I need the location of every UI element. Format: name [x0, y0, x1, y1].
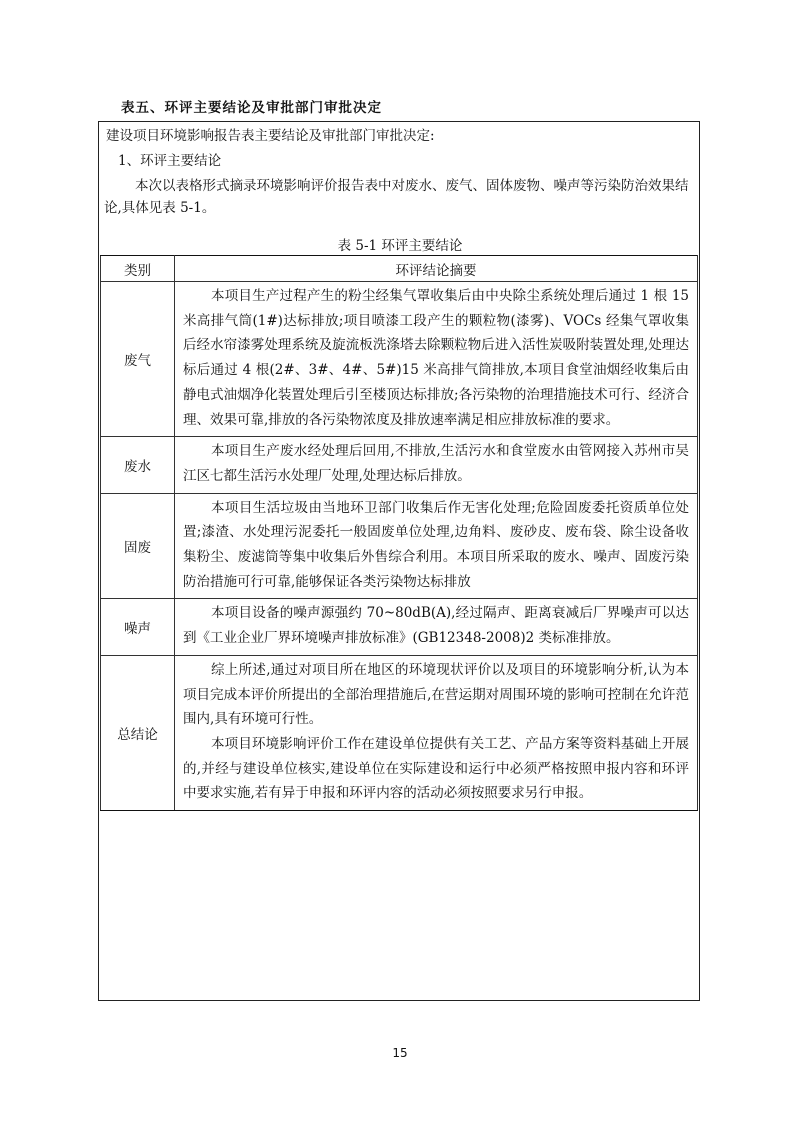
summary-cell: [175, 282, 698, 437]
summary-paragraph: 本项目设备的噪声源强约 70~80dB(A),经过隔声、距离衰减后厂界噪声可以达到《工业企业厂界环境噪声排放标准》(GB12348-2008)2 类标准排放。: [183, 605, 689, 647]
category-cell: 固废: [101, 493, 175, 599]
summary-paragraph: 本项目环境影响评价工作在建设单位提供有关工艺、产品方案等资料基础上开展的,并经与建设单位核实,建设单位在实际建设和运行中必须严格按照申报内容和环评中要求实施,若有异于申报和环评内容的活动必须按照要求另行申报。: [183, 735, 689, 802]
summary-cell: [175, 599, 698, 655]
summary-cell: [175, 493, 698, 599]
table-caption: 表 5-1 环评主要结论: [337, 238, 463, 254]
conclusion-heading: 1、环评主要结论: [118, 153, 222, 169]
summary-cell: [175, 655, 698, 810]
table-row: [101, 282, 698, 437]
intro-line: 建设项目环境影响报告表主要结论及审批部门审批决定:: [106, 128, 435, 144]
category-cell: 总结论: [101, 655, 175, 810]
category-cell: 噪声: [101, 599, 175, 655]
category-cell: 废水: [101, 437, 175, 493]
table-row: [101, 493, 698, 599]
summary-cell: [175, 437, 698, 493]
category-cell: 废气: [101, 282, 175, 437]
conclusion-table: [100, 255, 698, 811]
table-row: [101, 599, 698, 655]
table-row: [101, 655, 698, 810]
intro-paragraph: 本次以表格形式摘录环境影响评价报告表中对废水、废气、固体废物、噪声等污染防治效果结论,具体见表 5-1。: [104, 178, 689, 216]
header-category: 类别: [101, 256, 175, 282]
summary-paragraph: 综上所述,通过对项目所在地区的环境现状评价以及项目的环境影响分析,认为本项目完成本评价所提出的全部治理措施后,在营运期对周围环境的影响可控制在允许范围内,具有环境可行性。: [183, 661, 689, 728]
summary-paragraph: 本项目生产废水经处理后回用,不排放,生活污水和食堂废水由管网接入苏州市吴江区七都生活污水处理厂处理,处理达标后排放。: [183, 443, 689, 484]
header-summary: 环评结论摘要: [175, 256, 698, 282]
summary-paragraph: 本项目生产过程产生的粉尘经集气罩收集后由中央除尘系统处理后通过 1 根 15 米高排气筒(1#)达标排放;项目喷漆工段产生的颗粒物(漆雾)、VOCs 经集气罩收集后经水帘漆雾处理系统及旋流板洗涤塔去除颗粒物后进入活性炭吸附装置处理,处理达标后通过 4 根(2#、3#、4#、5#)15 米高排气筒排放,本项目食堂油烟经收集后由静电式油烟净化装置处理后引至楼顶达标排放;各污染物的治理措施技术可行、经济合理、效果可靠,排放的各污染物浓度及排放速率满足相应排放标准的要求。: [183, 288, 689, 428]
page-number: 15: [392, 1046, 408, 1060]
summary-paragraph: 本项目生活垃圾由当地环卫部门收集后作无害化处理;危险固废委托资质单位处置;漆渣、水处理污泥委托一般固废单位处理,边角料、废砂皮、废布袋、除尘设备收集粉尘、废滤筒等集中收集后外售综合利用。本项目所采取的废水、噪声、固废污染防治措施可行可靠,能够保证各类污染物达标排放: [183, 499, 689, 590]
table-row: [101, 437, 698, 493]
section-title: 表五、环评主要结论及审批部门审批决定: [121, 100, 382, 116]
table-header-row: [101, 256, 698, 282]
